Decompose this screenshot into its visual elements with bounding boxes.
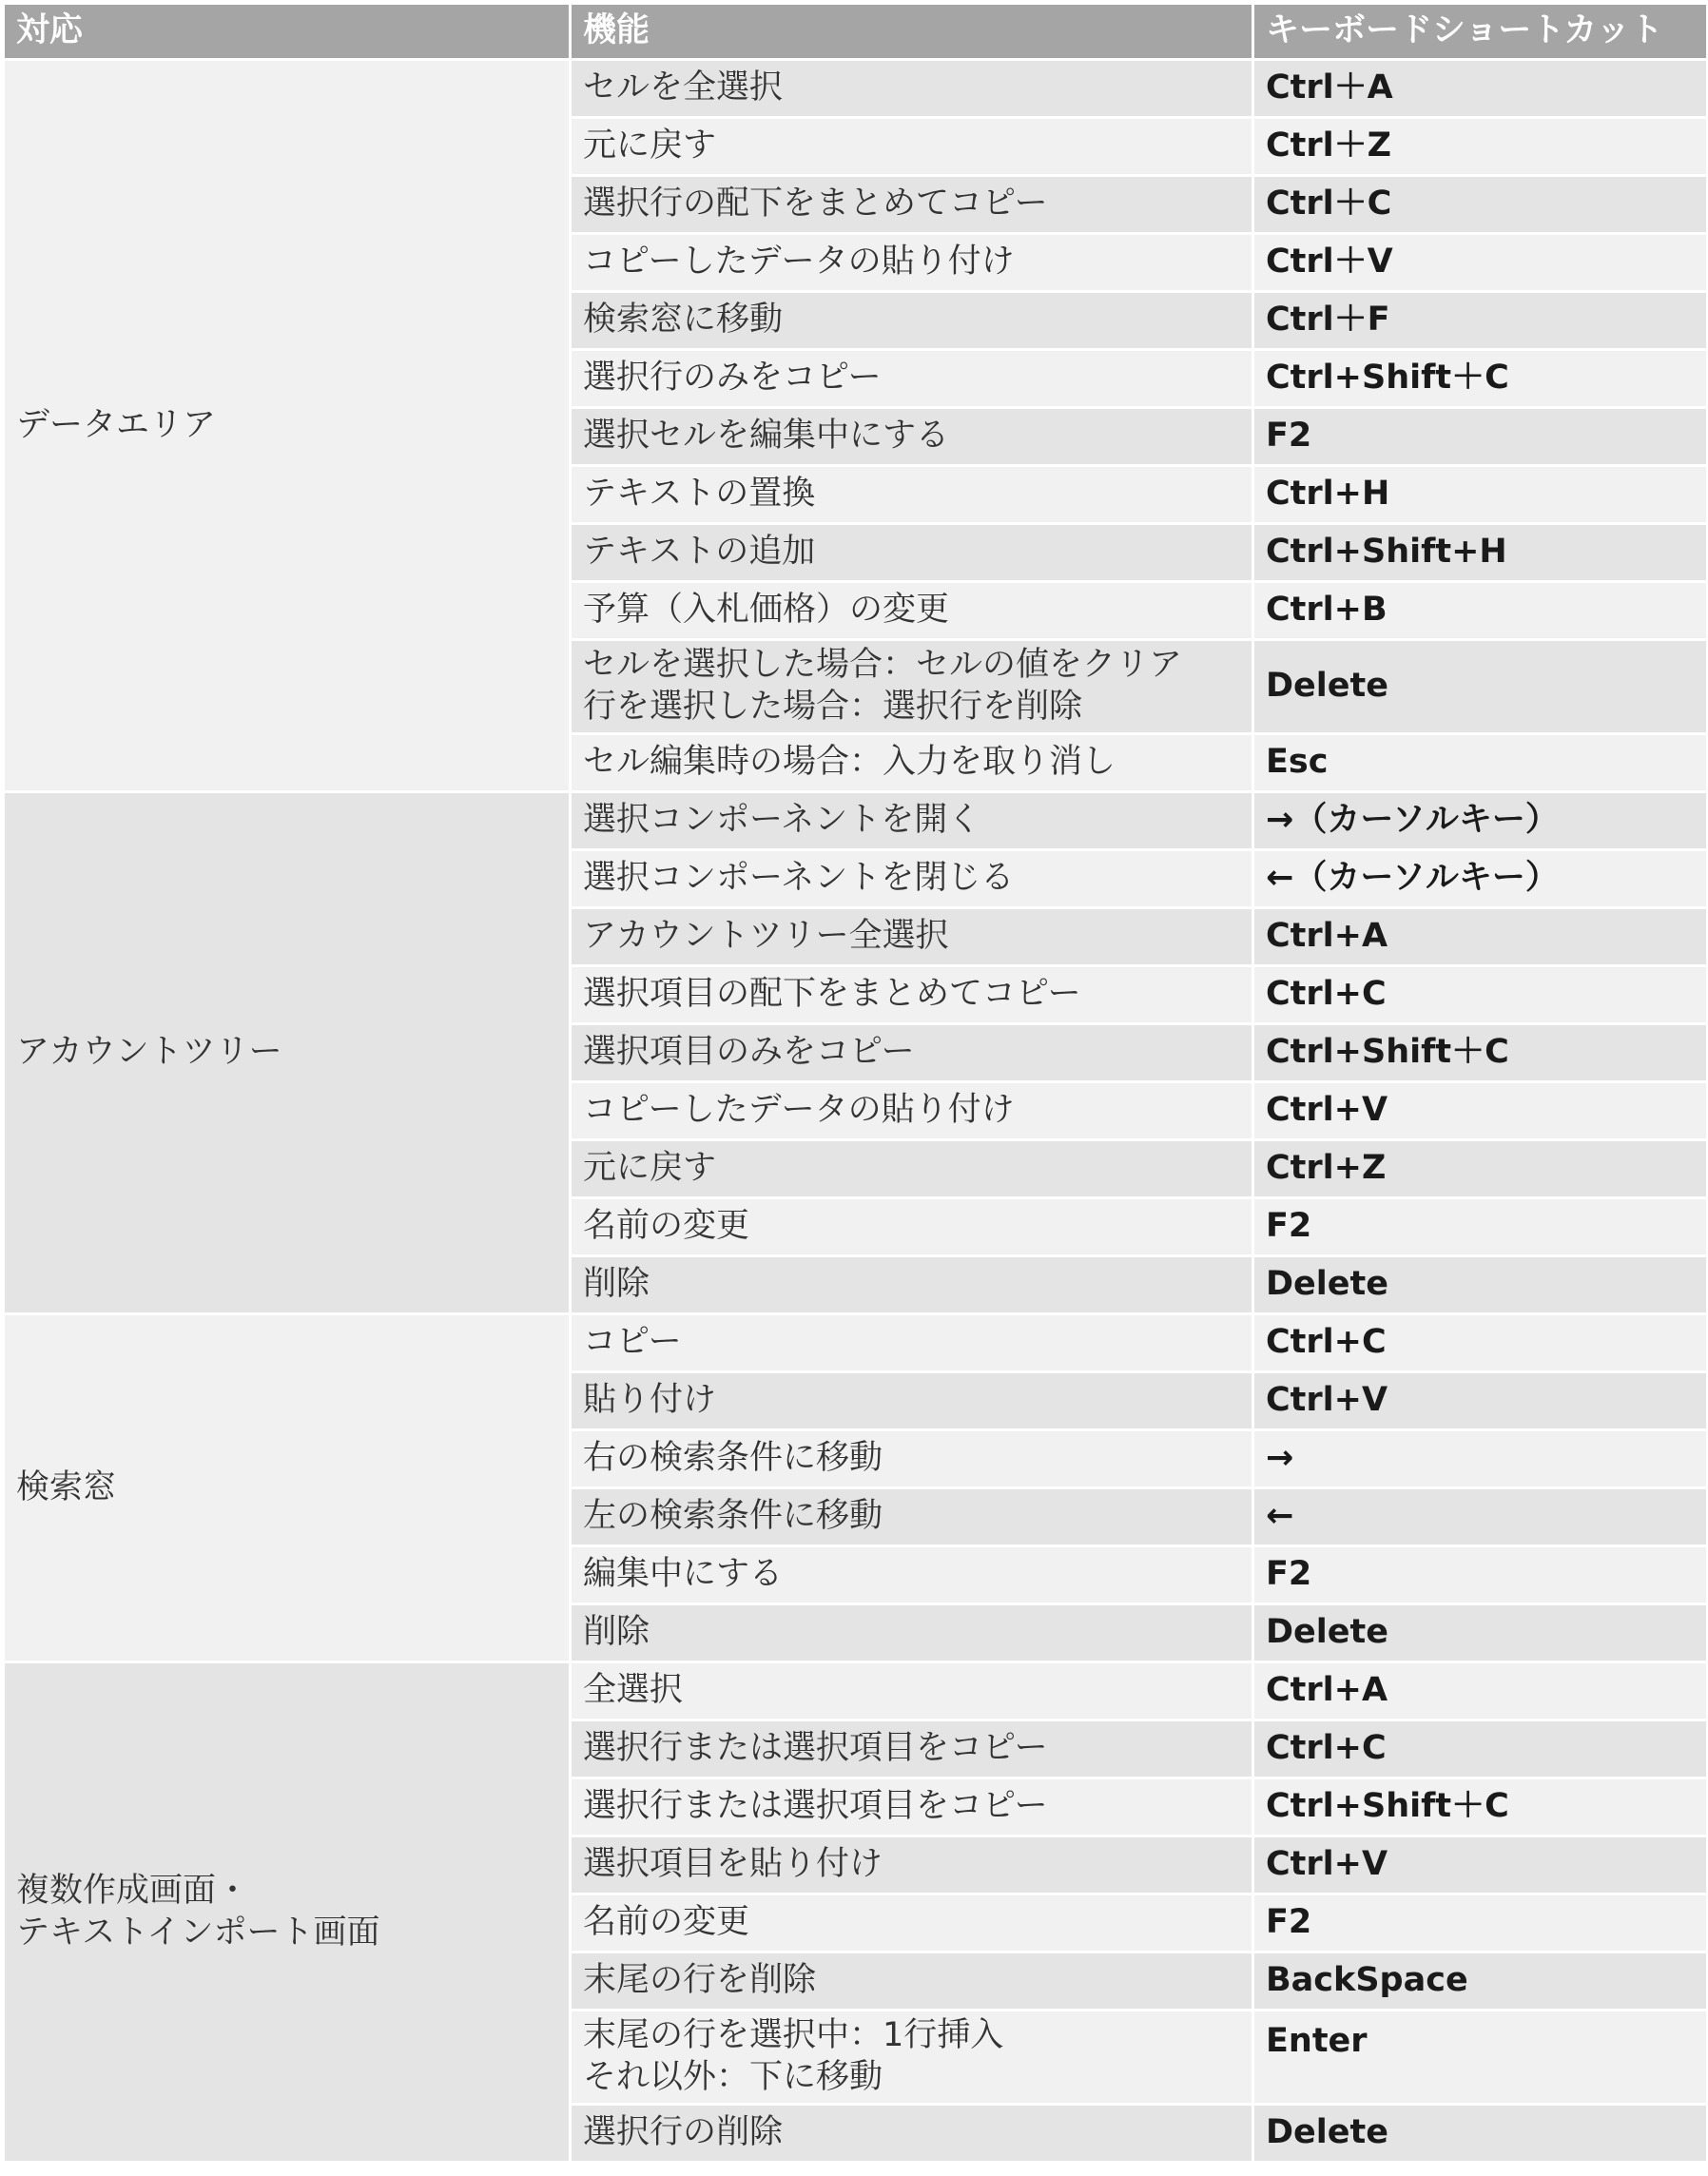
- shortcut-cell: Ctrl＋A: [1253, 60, 1708, 118]
- shortcut-cell: Esc: [1253, 734, 1708, 792]
- shortcut-cell: ←（カーソルキー）: [1253, 850, 1708, 908]
- function-cell: コピー: [571, 1314, 1253, 1372]
- shortcut-cell: →（カーソルキー）: [1253, 792, 1708, 850]
- shortcut-cell: Ctrl+V: [1253, 1082, 1708, 1140]
- function-cell: 選択行または選択項目をコピー: [571, 1720, 1253, 1778]
- function-cell: 選択項目のみをコピー: [571, 1024, 1253, 1082]
- function-cell: 貼り付け: [571, 1372, 1253, 1430]
- function-cell: 選択コンポーネントを閉じる: [571, 850, 1253, 908]
- table-row: [4, 1662, 1708, 1720]
- table-body: [4, 60, 1708, 2163]
- function-cell: 削除: [571, 1256, 1253, 1314]
- function-cell: 選択セルを編集中にする: [571, 408, 1253, 466]
- shortcut-cell: F2: [1253, 1894, 1708, 1953]
- header-function: 機能: [571, 4, 1253, 60]
- section-label: 複数作成画面・ テキストインポート画面: [4, 1662, 571, 2163]
- shortcut-table: [2, 2, 1708, 2164]
- function-cell: 選択行のみをコピー: [571, 350, 1253, 408]
- function-cell: 予算（入札価格）の変更: [571, 582, 1253, 640]
- function-cell: 名前の変更: [571, 1894, 1253, 1953]
- function-cell: 削除: [571, 1604, 1253, 1662]
- shortcut-cell: Delete: [1253, 2105, 1708, 2163]
- function-cell: コピーしたデータの貼り付け: [571, 1082, 1253, 1140]
- table-row: [4, 1314, 1708, 1372]
- shortcut-cell: Delete: [1253, 1256, 1708, 1314]
- shortcut-cell: Ctrl+A: [1253, 1662, 1708, 1720]
- shortcut-cell: Ctrl+C: [1253, 1720, 1708, 1778]
- shortcut-cell: F2: [1253, 1198, 1708, 1256]
- function-cell: 全選択: [571, 1662, 1253, 1720]
- section-label: 検索窓: [4, 1314, 571, 1662]
- shortcut-cell: Ctrl+Shift＋C: [1253, 350, 1708, 408]
- function-cell: セルを全選択: [571, 60, 1253, 118]
- function-cell: 選択行の配下をまとめてコピー: [571, 176, 1253, 234]
- section-label: アカウントツリー: [4, 792, 571, 1314]
- shortcut-cell: Ctrl+B: [1253, 582, 1708, 640]
- shortcut-cell: F2: [1253, 1546, 1708, 1604]
- header-section: 対応: [4, 4, 571, 60]
- shortcut-cell: Ctrl+Shift+H: [1253, 524, 1708, 582]
- function-cell: テキストの追加: [571, 524, 1253, 582]
- function-cell: 左の検索条件に移動: [571, 1488, 1253, 1546]
- function-cell: テキストの置換: [571, 466, 1253, 524]
- shortcut-cell: Ctrl+Shift＋C: [1253, 1778, 1708, 1836]
- function-cell: 選択項目を貼り付け: [571, 1836, 1253, 1894]
- shortcut-cell: Enter: [1253, 2011, 1708, 2105]
- shortcut-cell: ←: [1253, 1488, 1708, 1546]
- shortcut-cell: Ctrl＋C: [1253, 176, 1708, 234]
- shortcut-cell: Ctrl+Shift＋C: [1253, 1024, 1708, 1082]
- function-cell: 右の検索条件に移動: [571, 1430, 1253, 1488]
- table-row: [4, 792, 1708, 850]
- shortcut-cell: BackSpace: [1253, 1953, 1708, 2011]
- function-cell: アカウントツリー全選択: [571, 908, 1253, 966]
- shortcut-cell: Ctrl+C: [1253, 966, 1708, 1024]
- function-cell: 末尾の行を選択中：1行挿入 それ以外：下に移動: [571, 2011, 1253, 2105]
- section-label: データエリア: [4, 60, 571, 792]
- shortcut-cell: →: [1253, 1430, 1708, 1488]
- shortcut-cell: Ctrl＋Z: [1253, 118, 1708, 176]
- function-cell: 選択行の削除: [571, 2105, 1253, 2163]
- function-cell: 編集中にする: [571, 1546, 1253, 1604]
- header-shortcut: キーボードショートカット: [1253, 4, 1708, 60]
- function-cell: 末尾の行を削除: [571, 1953, 1253, 2011]
- function-cell: 選択行または選択項目をコピー: [571, 1778, 1253, 1836]
- shortcut-cell: Ctrl+Z: [1253, 1140, 1708, 1198]
- function-cell: 選択項目の配下をまとめてコピー: [571, 966, 1253, 1024]
- table-row: [4, 60, 1708, 118]
- function-cell: 元に戻す: [571, 1140, 1253, 1198]
- shortcut-cell: Ctrl＋F: [1253, 292, 1708, 350]
- function-cell: 名前の変更: [571, 1198, 1253, 1256]
- shortcut-cell: F2: [1253, 408, 1708, 466]
- shortcut-cell: Delete: [1253, 640, 1708, 734]
- function-cell: 元に戻す: [571, 118, 1253, 176]
- function-cell: セルを選択した場合：セルの値をクリア 行を選択した場合：選択行を削除: [571, 640, 1253, 734]
- header-row: [4, 4, 1708, 60]
- function-cell: コピーしたデータの貼り付け: [571, 234, 1253, 292]
- shortcut-cell: Ctrl+V: [1253, 1372, 1708, 1430]
- function-cell: 検索窓に移動: [571, 292, 1253, 350]
- shortcut-cell: Ctrl+V: [1253, 1836, 1708, 1894]
- function-cell: 選択コンポーネントを開く: [571, 792, 1253, 850]
- shortcut-cell: Ctrl+H: [1253, 466, 1708, 524]
- shortcut-cell: Ctrl+A: [1253, 908, 1708, 966]
- function-cell: セル編集時の場合：入力を取り消し: [571, 734, 1253, 792]
- shortcut-cell: Ctrl+C: [1253, 1314, 1708, 1372]
- shortcut-cell: Delete: [1253, 1604, 1708, 1662]
- shortcut-cell: Ctrl＋V: [1253, 234, 1708, 292]
